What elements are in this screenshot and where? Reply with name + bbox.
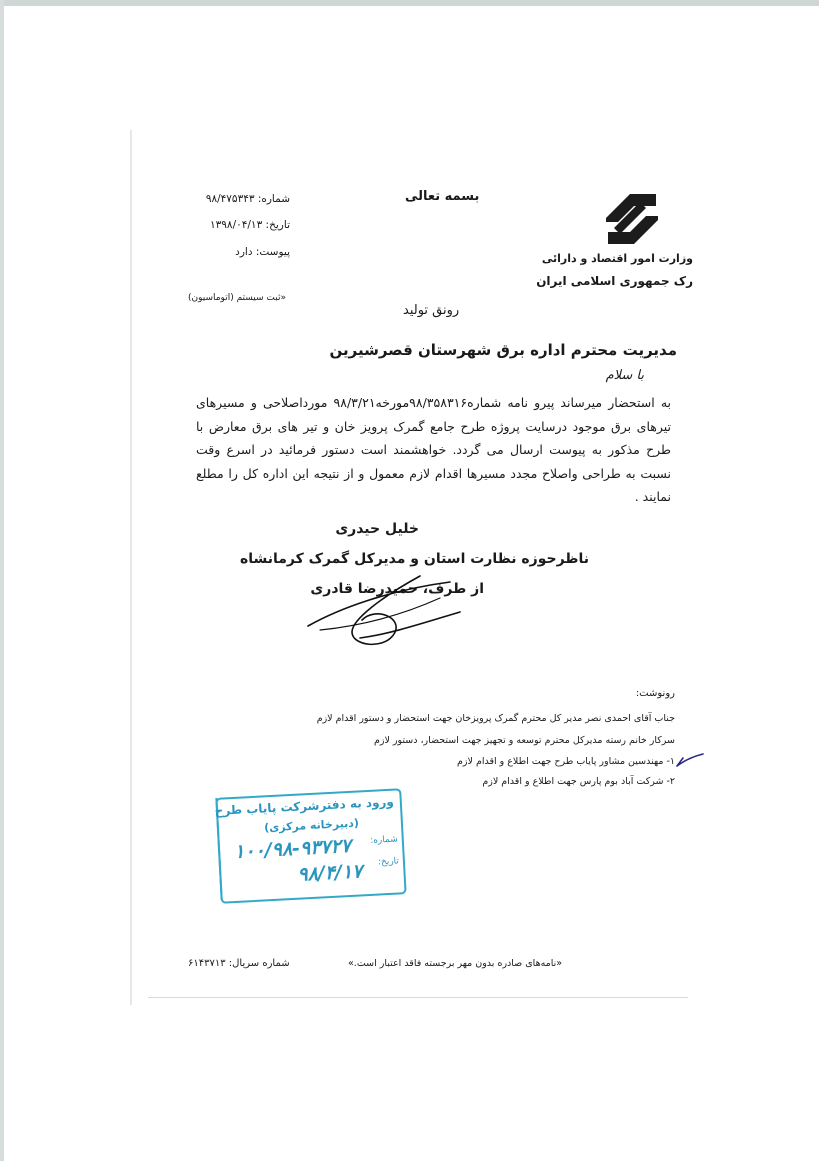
stamp-date-label: تاریخ:: [377, 856, 400, 868]
besmeh-heading: بسمه تعالی: [405, 189, 480, 204]
footer-validity-note: «نامه‌های صادره بدون مهر برجسته فاقد اعتبار است.»: [348, 958, 563, 969]
receipt-stamp: [215, 788, 406, 904]
on-behalf-of: از طرف، حمیدرضا قادری: [310, 581, 484, 597]
ministry-name: وزارت امور اقتصاد و دارائی: [541, 252, 693, 265]
letter-number: شماره: ۹۸/۴۷۵۳۴۳: [205, 193, 290, 205]
cc-item: ۱- مهندسین مشاور پایاب طرح جهت اطلاع و اقدام لازم: [457, 756, 675, 767]
cc-item: جناب آقای احمدی نصر مدیر کل محترم گمرک پرویزخان جهت استحضار و دستور اقدام لازم: [316, 713, 675, 724]
handwritten-signature: [300, 568, 470, 658]
stamp-date: ۹۸/۴/۱۷: [296, 860, 363, 886]
handwritten-arrow-icon: [675, 748, 705, 768]
republic-name: رک جمهوری اسلامی ایران: [536, 274, 693, 288]
signer-title: ناظرحوزه نظارت استان و مدیرکل گمرک کرمانشاه: [239, 551, 589, 567]
addressee: مدیریت محترم اداره برق شهرستان قصرشیرین: [329, 341, 677, 359]
system-note: «ثبت سیستم (اتوماسیون): [187, 293, 286, 303]
cc-item: سرکار خانم رسته مدیرکل محترم توسعه و تجهیز جهت استحضار، دستور لازم: [374, 735, 675, 746]
footer-divider: [148, 997, 688, 998]
footer-serial-number: شماره سریال: ۶۱۴۳۷۱۳: [188, 958, 290, 969]
stamp-title: ورود به دفترشرکت پایاب طرح: [214, 794, 395, 818]
greeting: با سلام: [605, 368, 644, 383]
scan-edge-left: [0, 0, 4, 1161]
stamp-number-label: شماره:: [369, 834, 399, 846]
scan-edge-top: [0, 0, 819, 6]
slogan-label: رونق تولید: [403, 303, 460, 318]
fold-line: [130, 130, 132, 1005]
letter-body: به استحضار میرساند پیرو نامه شماره۹۸/۳۵۸۳۱۶مورخه۹۸/۳/۲۱ مورداصلاحی و مسیرهای تیرهای برق موجود درسایت پروژه طرح جامع گمرک پرویز خان و تیر های برق معارض با طرح مذکور به پیوست ارسال می گردد. خواهشمند است دستور فرمائید در اسرع وقت نسبت به طراحی واصلاح مجدد مسیرها اقدام لازم معمول و از نتیجه این اداره کل را مطلع نمایند .: [196, 395, 672, 504]
ministry-logo-icon: [600, 188, 664, 250]
cc-heading: رونوشت:: [635, 688, 675, 699]
stamp-number: ۱۰۰/۹۸-۹۳۷۲۷: [233, 834, 352, 864]
letter-date: تاریخ: ۱۳۹۸/۰۴/۱۳: [210, 219, 290, 231]
cc-item: ۲- شرکت آباد بوم پارس جهت اطلاع و اقدام لازم: [482, 776, 675, 787]
signer-name: خلیل حیدری: [335, 521, 419, 537]
letter-attachment: پیوست: دارد: [235, 246, 290, 258]
stamp-subtitle: (دبیرخانه مرکزی): [263, 816, 360, 835]
